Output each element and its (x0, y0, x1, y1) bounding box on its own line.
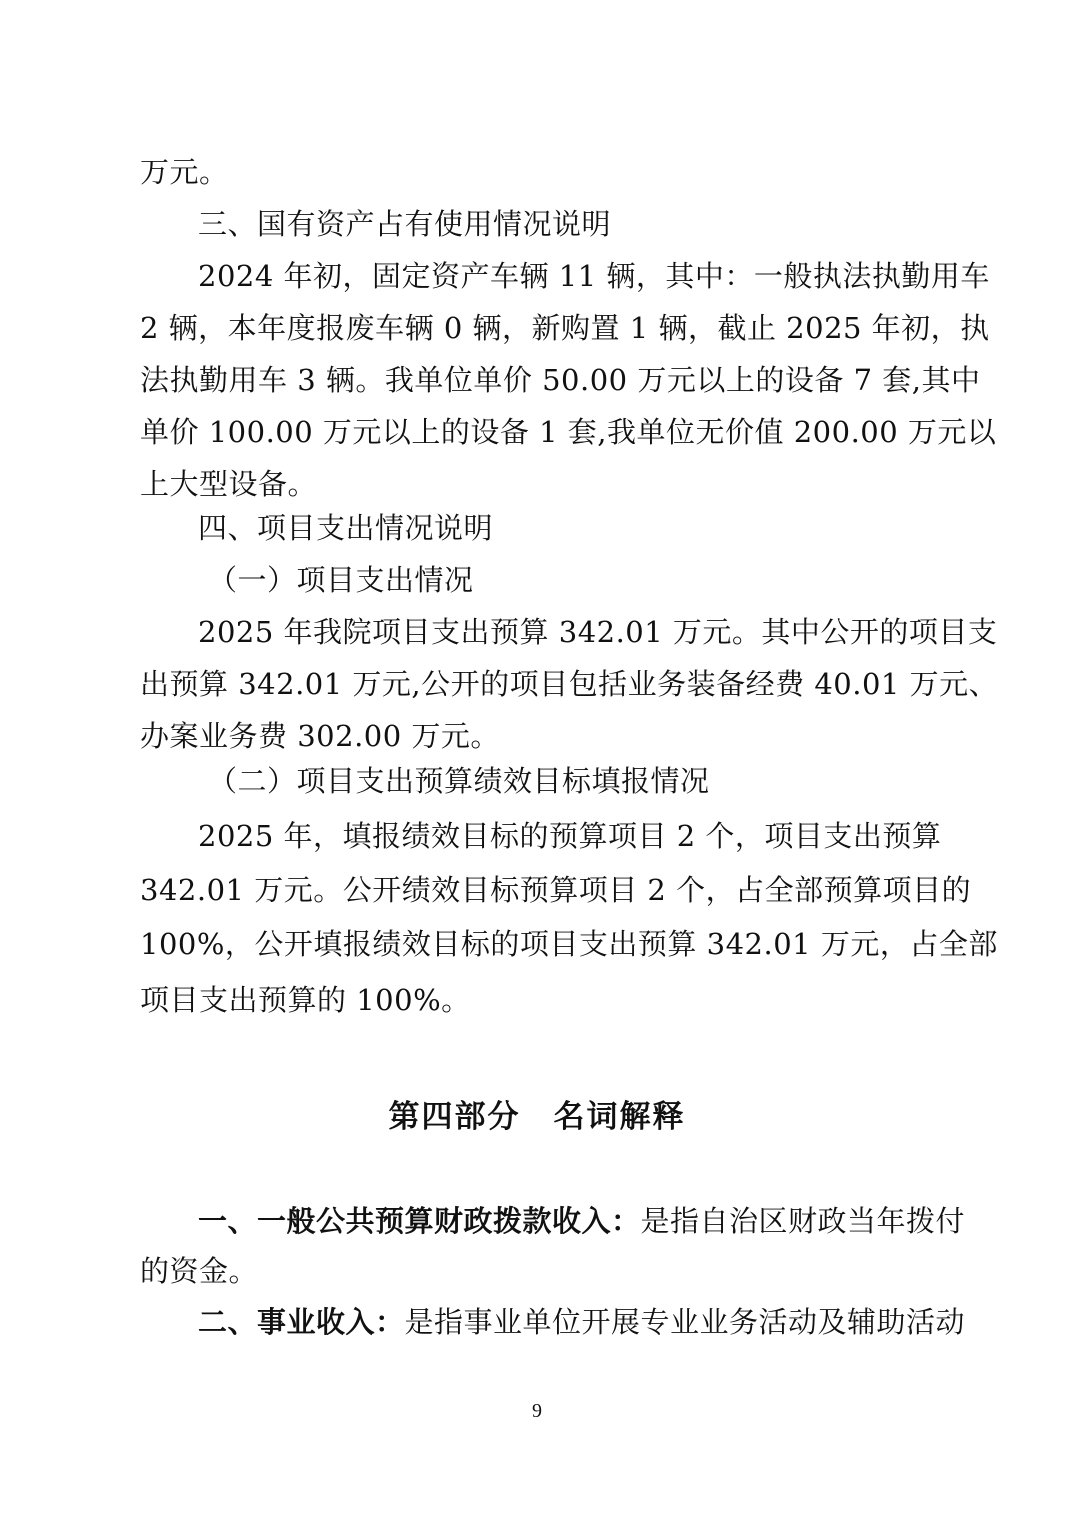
term-1-continuation: 的资金。 (140, 1254, 259, 1288)
body-line-14: 2025 年，填报绩效目标的预算项目 2 个，项目支出预算 (198, 819, 942, 853)
body-line-5: 法执勤用车 3 辆。我单位单价 50.00 万元以上的设备 7 套,其中 (140, 363, 981, 397)
body-line-3: 2024 年初，固定资产车辆 11 辆，其中：一般执法执勤用车 (198, 259, 990, 293)
term-2-label: 二、事业收入： (198, 1305, 405, 1339)
term-1 (198, 1201, 965, 1241)
page-number: 9 (532, 1400, 542, 1422)
section-heading-state-assets: 三、国有资产占有使用情况说明 (198, 207, 612, 241)
term-2 (198, 1302, 965, 1342)
body-line-7: 上大型设备。 (140, 467, 318, 501)
body-line-11: 出预算 342.01 万元,公开的项目包括业务装备经费 40.01 万元、 (140, 667, 999, 701)
term-2-text: 是指事业单位开展专业业务活动及辅助活动 (404, 1305, 966, 1339)
body-line-6: 单价 100.00 万元以上的设备 1 套,我单位无价值 200.00 万元以 (140, 415, 997, 449)
body-line-17: 项目支出预算的 100%。 (140, 983, 471, 1017)
body-line-4: 2 辆，本年度报废车辆 0 辆，新购置 1 辆，截止 2025 年初，执 (140, 311, 990, 345)
part-title: 第四部分 名词解释 (388, 1099, 686, 1135)
term-1-label: 一、一般公共预算财政拨款收入： (198, 1204, 641, 1238)
body-line-16: 100%，公开填报绩效目标的项目支出预算 342.01 万元，占全部 (140, 927, 998, 961)
subsection-heading-2: （二）项目支出预算绩效目标填报情况 (208, 764, 710, 798)
body-line-12: 办案业务费 302.00 万元。 (140, 719, 500, 753)
section-heading-project-expenditure: 四、项目支出情况说明 (198, 511, 494, 545)
term-1-text: 是指自治区财政当年拨付 (640, 1204, 966, 1238)
body-line-10: 2025 年我院项目支出预算 342.01 万元。其中公开的项目支 (198, 615, 998, 649)
body-line-15: 342.01 万元。公开绩效目标预算项目 2 个，占全部预算项目的 (140, 873, 972, 907)
body-line-1: 万元。 (140, 155, 229, 189)
subsection-heading-1: （一）项目支出情况 (208, 563, 474, 597)
